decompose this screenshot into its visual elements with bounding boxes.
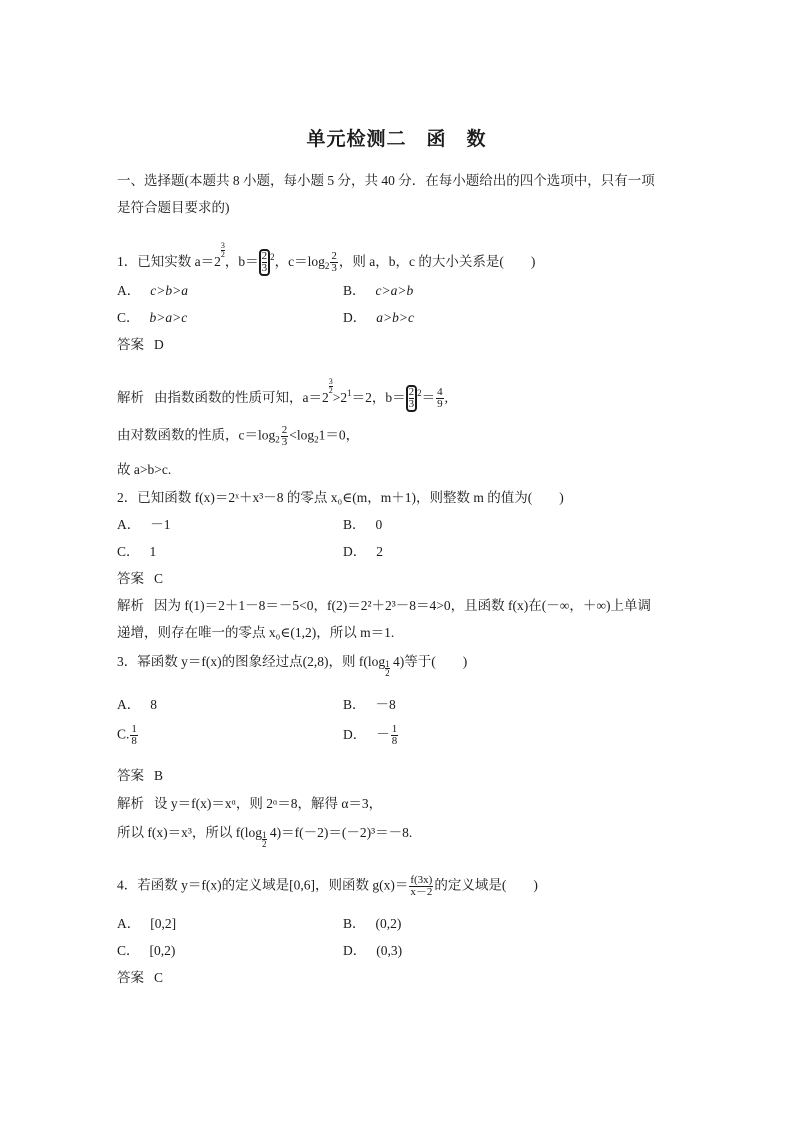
q3-answer: 答案 B bbox=[117, 768, 164, 783]
q3-option-c: C. $\frac{1}{8}$ bbox=[117, 723, 137, 747]
page-title: 单元检测二 函 数 bbox=[306, 128, 487, 150]
q3-analysis-line1: 解析 设 y＝f(x)＝xᵅ，则 2ᵅ＝8，解得 α＝3， bbox=[117, 796, 383, 811]
q1-stem: 1．已知实数 a＝2 $\frac{3}{2}$ ，b＝ $\frac{2}{3}$ $^2$，$c=\log_2$ $\frac{2}{3}$ ，则 a，b，c 的大小关系是( ) bbox=[117, 241, 536, 275]
q4-fraction: $\frac{f(3x)}{x-2}$ bbox=[410, 874, 433, 898]
q2-option-a: A． －1 bbox=[117, 517, 171, 532]
q2-analysis-line2: 递增，则存在唯一的零点 x₀∈(1,2)，所以 m＝1. bbox=[117, 625, 395, 640]
q3-option-d: D． － $\frac{1}{8}$ bbox=[343, 723, 398, 747]
q3-option-a: A． 8 bbox=[117, 697, 157, 712]
q1-analysis-line3: 故 a>b>c. bbox=[117, 462, 172, 477]
q2-option-c: C． 1 bbox=[117, 544, 157, 559]
q1-analysis-line2: 由对数函数的性质，$c=\log_2$ $\frac{2}{3}$ $<\log_21=0$， bbox=[117, 424, 360, 448]
q2-answer: 答案 C bbox=[117, 571, 164, 586]
q4-option-c: C． [0,2) bbox=[117, 943, 176, 958]
q1-option-b: B． c>a>b bbox=[343, 283, 414, 298]
q1-exponent-fraction: $\frac{3}{2}$ bbox=[220, 241, 225, 259]
q1-c-fraction: $\frac{2}{3}$ bbox=[331, 250, 337, 275]
q3-analysis-line2: 所以 f(x)＝x³，所以 f(log $\frac{1}{2}$ 4)＝f(－2)＝(－2)³＝－8. bbox=[117, 825, 413, 849]
q1-option-c: C． b>a>c bbox=[117, 310, 188, 325]
q1-answer: 答案 D bbox=[117, 337, 164, 352]
section-heading-line1: 一、选择题(本题共 8 小题，每小题 5 分，共 40 分．在每小题给出的四个选项中，只有一项 bbox=[117, 173, 655, 188]
q3-option-b: B． －8 bbox=[343, 697, 396, 712]
q3-stem: 3．幂函数 y＝f(x)的图象经过点(2,8)，则 f(log $\frac{1}{2}$ 4)等于( ) bbox=[117, 654, 468, 678]
q1-option-d: D． a>b>c bbox=[343, 310, 414, 325]
section-heading-line2: 是符合题目要求的) bbox=[117, 200, 230, 215]
q2-option-d: D． 2 bbox=[343, 544, 383, 559]
q1-option-a: A． c>b>a bbox=[117, 283, 188, 298]
q4-option-a: A． [0,2] bbox=[117, 916, 177, 931]
q1-b-fraction: $\frac{2}{3}$ bbox=[259, 249, 271, 276]
q2-stem: 2．已知函数 f(x)＝2ˣ＋x³－8 的零点 x₀∈(m，m＋1)，则整数 m 的值为( ) bbox=[117, 490, 564, 505]
q2-analysis-line1: 解析 因为 f(1)＝2＋1－8＝－5<0，f(2)＝2²＋2³－8＝4>0，且函数 f(x)在(－∞，＋∞)上单调 bbox=[117, 598, 652, 613]
q4-option-d: D． (0,3) bbox=[343, 943, 403, 958]
q2-option-b: B． 0 bbox=[343, 517, 383, 532]
q4-option-b: B． (0,2) bbox=[343, 916, 402, 931]
q4-answer: 答案 C bbox=[117, 970, 164, 985]
q1-analysis-line1: 解析 由指数函数的性质可知，a＝2 $\frac{3}{2}$ $>2^1=2$，b＝ $\frac{2}{3}$ $^2$＝ $\frac{4}{9}$ , bbox=[117, 377, 448, 411]
q4-stem: 4．若函数 y＝f(x)的定义域是[0,6]，则函数 g(x)＝ $\frac{f(3x)}{x-2}$ 的定义域是( ) bbox=[117, 874, 538, 898]
